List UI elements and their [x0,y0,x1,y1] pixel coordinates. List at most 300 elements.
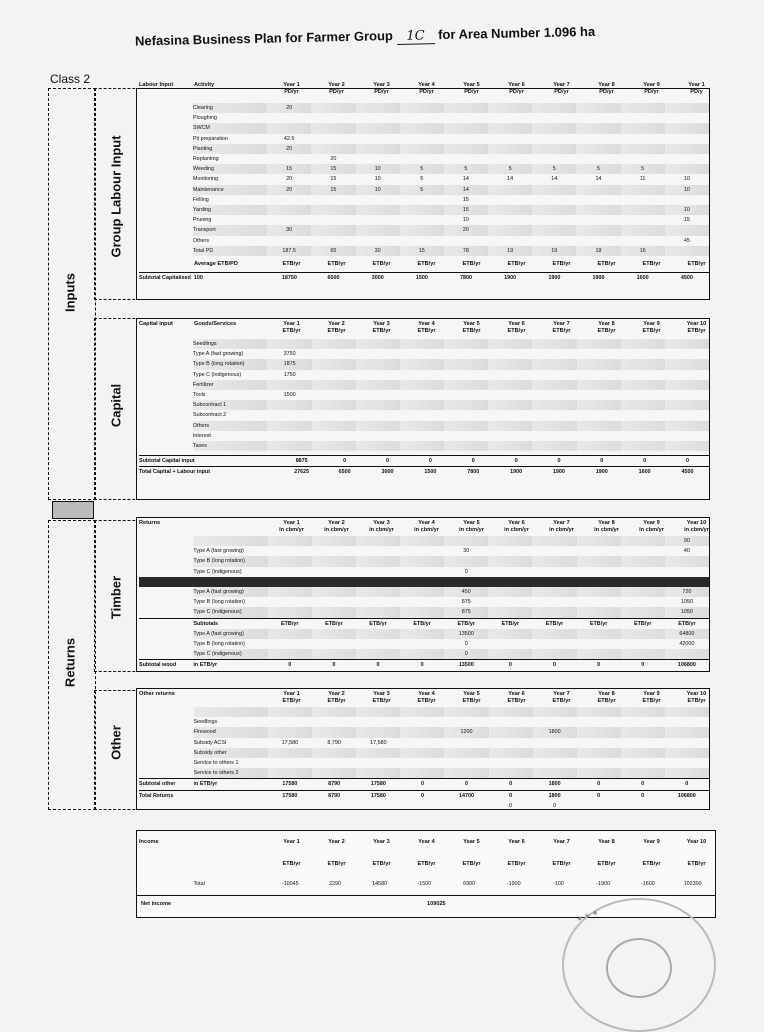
timber-c-cell: Type B (long rotation) [193,641,245,648]
timber-a-cell [139,567,193,577]
labour-cell [665,164,709,174]
capital-year-head: Year 8 ETB/yr [597,321,616,334]
capital-cell [532,410,576,420]
other-cell [139,738,194,748]
labour-year-head: Year 2 PD/yr [328,82,345,95]
other-total-cell: 14700 [444,790,488,801]
labour-cell: 30 [356,246,400,256]
labour-cell [576,205,620,215]
other-total-cell: 0 [489,790,533,801]
labour-cell [488,215,532,225]
capital-cell [488,349,532,359]
timber-dark-cell [400,577,444,587]
labour-cell: Maintenance [193,185,267,195]
other-cell [665,707,709,717]
labour-row [139,236,709,246]
capital-subtotal-cell: 0 [623,456,666,467]
timber-subtotals-cell: ETB/yr [312,618,356,629]
capital-cell [400,349,444,359]
labour-cell [356,195,400,205]
timber-b-cell [488,607,532,618]
other-cell [268,758,312,768]
other-total-cell [194,790,268,801]
capital-cell [665,410,709,420]
capital-cell [444,380,488,390]
other-cell [356,758,400,768]
labour-year-head: Year 1 PD/y [688,82,705,95]
timber-a-cell [621,536,665,546]
capital-cell [532,400,576,410]
labour-etb-unit: ETB/yr [687,261,706,267]
labour-block [136,82,710,300]
other-cell: Seedlings [193,719,218,726]
labour-cell [621,144,665,154]
other-cell [577,738,621,748]
capital-cell [312,400,356,410]
other-total-cell: 0 [400,790,444,801]
labour-cell: 10 [356,164,400,174]
stamp-text: ★ ★ ★ [575,909,600,924]
capital-cell [488,339,532,349]
other-cell [356,717,400,727]
capital-cell [267,339,311,349]
labour-cell [532,215,576,225]
timber-b-cell [268,597,312,607]
title-prefix: Nefasina Business Plan for Farmer Group [134,28,394,49]
capital-cell [267,400,311,410]
labour-subtotal-cell: 7800 [444,273,488,284]
labour-cell [139,144,193,154]
other-cell [400,727,444,737]
timber-c-cell [268,639,312,649]
other-cell [533,738,577,748]
capital-cell [139,421,193,431]
capital-cell [665,431,709,441]
other-cell [444,748,488,758]
group-number: 1C [396,28,434,45]
labour-row [139,103,709,113]
timber-b-cell [312,597,356,607]
other-cell [533,707,577,717]
timber-a-cell [139,536,193,546]
labour-cell: SWCM [193,123,267,133]
other-total-cell: 0 [621,790,665,801]
labour-cell [621,205,665,215]
labour-cell [400,113,444,123]
timber-b-cell [139,587,193,597]
capital-cell [312,390,356,400]
capital-cell [665,390,709,400]
other-cell [489,717,533,727]
timber-subtotal-cell: 13500 [444,660,488,671]
labour-cell [400,134,444,144]
capital-cell [139,380,193,390]
timber-c-cell [139,649,193,660]
labour-cell [532,225,576,235]
labour-cell [267,215,311,225]
labour-cell [576,103,620,113]
income-year-head: Year 5 [463,839,480,845]
other-cell [489,748,533,758]
timber-a-cell [139,556,193,566]
timber-a-cell: Type A (fast growing) [193,548,244,555]
income-unit: ETB/yr [507,861,526,867]
other-cell [533,758,577,768]
capital-cell [312,339,356,349]
other-year-head: Year 7 ETB/yr [552,691,571,704]
other-cell [312,707,356,717]
income-year-head: Year 6 [508,839,525,845]
labour-etb-unit: ETB/yr [552,261,571,267]
timber-a-cell [268,536,312,546]
timber-a-cell: 40 [683,548,690,555]
timber-b-cell: Type C (indigenous) [193,607,267,618]
other-cell [577,727,621,737]
other-subtotal-cell: in ETB/yr [194,779,268,790]
labour-row [139,144,709,154]
other-below-cell [194,801,268,811]
separator-box [52,501,94,519]
capital-total-cell: 1500 [409,467,452,478]
timber-b-cell [488,597,532,607]
labour-cell [444,236,488,246]
labour-cell: Monitoring [192,176,219,183]
labour-row [139,174,709,184]
timber-a-cell [139,546,193,556]
timber-year-head: Year 3 in cbm/yr [369,520,394,533]
income-total-cell: -1900 [506,881,521,887]
other-cell [665,748,709,758]
labour-cell [488,205,532,215]
labour-cell [311,195,355,205]
labour-cell [665,123,709,133]
timber-c-cell [577,649,621,660]
timber-c-cell: 0 [444,649,488,660]
other-cell: 17,580 [370,739,387,746]
labour-cell [532,113,576,123]
timber-subtotal-cell: 0 [312,660,356,671]
timber-col-head-1 [194,520,269,534]
timber-a-cell [577,567,621,577]
labour-cell [665,144,709,154]
income-unit: ETB/yr [327,861,346,867]
timber-subtotals-cell: ETB/yr [268,618,312,629]
capital-cell [621,410,665,420]
capital-cell [577,349,621,359]
timber-c-cell: 0 [464,641,468,648]
timber-c-cell [577,639,621,649]
capital-cell [312,410,356,420]
labour-cell [400,123,444,133]
labour-cell: 5 [532,164,576,174]
other-cell [577,768,621,779]
capital-cell [532,390,576,400]
other-cell [139,717,194,727]
timber-a-cell [577,546,621,556]
labour-cell [311,215,355,225]
labour-cell [488,225,532,235]
labour-subtotal-cell: 3000 [356,273,400,284]
income-year-head: Year 9 [643,839,660,845]
capital-row [139,349,709,359]
capital-cell [400,359,444,369]
labour-cell [576,215,620,225]
other-subtotal-cell: 0 [577,779,621,790]
other-subtotal-cell: 17580 [268,779,312,790]
other-subtotal-cell: 0 [665,779,709,790]
income-unit-label [194,861,269,868]
labour-cell: 15 [683,217,690,224]
timber-c-cell [356,639,400,649]
other-year-head: Year 9 ETB/yr [642,691,661,704]
other-col-head-0: Other returns [139,691,175,697]
capital-cell [532,380,576,390]
capital-cell: 3750 [283,351,296,358]
timber-c-cell [577,629,621,639]
timber-a-cell [356,567,400,577]
timber-a-cell [621,556,665,566]
other-year-head: Year 6 ETB/yr [507,691,526,704]
capital-cell [577,339,621,349]
capital-total-cell: 1900 [495,467,538,478]
timber-subtotal-cell: Subtotal wood [139,660,193,671]
timber-c-cell [312,629,356,639]
labour-cell [665,225,709,235]
labour-subtotal-row [139,273,709,284]
timber-c-cell: 64800 [665,629,709,639]
timber-b-cell [356,587,400,597]
other-row [139,738,709,748]
capital-cell [400,380,444,390]
other-cell [444,738,488,748]
labour-cell [311,236,355,246]
other-cell [400,707,444,717]
labour-cell [139,113,193,123]
capital-subtotal-cell: 0 [538,456,581,467]
timber-a-cell [488,536,532,546]
capital-subtotal-row [139,456,709,467]
other-year-head: Year 2 ETB/yr [327,691,346,704]
timber-b-cell [532,597,576,607]
other-below-cell [139,801,194,811]
labour-cell [356,225,400,235]
timber-b-cell [400,587,444,597]
capital-year-head: Year 4 ETB/yr [417,321,436,334]
other-year-head: Year 3 ETB/yr [372,691,391,704]
other-cell [621,707,665,717]
timber-c-cell [312,649,356,660]
labour-cell: 78 [444,246,488,256]
title-suffix: for Area Number 1.096 ha [437,23,596,43]
income-total-cell: Total [193,881,205,887]
capital-cell [139,431,193,441]
other-cell [489,738,533,748]
labour-cell [356,103,400,113]
other-cell [268,748,312,758]
income-unit: ETB/yr [597,861,616,867]
capital-cell [400,390,444,400]
timber-a-cell [400,556,444,566]
labour-cell: 65 [311,246,355,256]
labour-subtotal-cell: 18750 [267,273,311,284]
other-subtotal-cell: Subtotal other [139,779,194,790]
capital-cell [267,421,311,431]
timber-a-cell [488,546,532,556]
capital-row [139,431,709,441]
timber-b-cell: 720 [665,587,709,597]
capital-label: Capital [108,383,124,428]
labour-cell [356,113,400,123]
labour-col-head-0: Labour Input [139,82,174,88]
capital-cell [665,421,709,431]
other-cell [665,738,709,748]
income-total-cell: -1900 [596,881,611,887]
other-cell [139,748,194,758]
capital-cell [488,441,532,451]
labour-cell [444,154,488,164]
capital-cell [139,359,193,369]
timber-subtotals-cell [139,618,193,629]
timber-c-cell: Type A (fast growing) [193,629,267,639]
capital-cell [621,380,665,390]
capital-total-cell: 3000 [366,467,409,478]
income-unit: ETB/yr [372,861,391,867]
labour-cell: 19 [576,246,620,256]
other-below-cell [621,801,665,811]
labour-cell [267,195,311,205]
capital-cell [488,410,532,420]
timber-a-cell [193,536,267,546]
capital-cell: Fertilizer [193,380,268,390]
other-cell [312,768,356,779]
labour-subtotal-cell: Subtotal Capitalised [139,273,194,284]
other-cell [444,707,488,717]
income-col-head-1 [194,839,269,846]
labour-cell [311,103,355,113]
other-cell [400,758,444,768]
capital-cell: Subcontract 1 [193,400,268,410]
capital-cell [400,370,444,380]
timber-c-cell: 13500 [444,629,488,639]
timber-b-cell [488,587,532,597]
capital-cell [488,390,532,400]
capital-cell [356,390,400,400]
capital-total-cell: 6500 [323,467,366,478]
labour-subtotal-cell: 6500 [311,273,355,284]
timber-c-row [139,649,709,660]
capital-cell [356,410,400,420]
timber-b-cell [356,597,400,607]
labour-cell [356,134,400,144]
capital-row [139,390,709,400]
timber-subtotal-cell: 0 [532,660,576,671]
other-subtotal-cell: 17580 [356,779,400,790]
labour-etb-unit: ETB/yr [282,261,301,267]
labour-cell: 20 [267,144,311,154]
timber-subtotal-cell: 0 [268,660,312,671]
capital-cell [444,359,488,369]
capital-cell [532,431,576,441]
timber-label: Timber [108,575,124,620]
income-total-cell: -1500 [417,881,432,887]
labour-year-head: Year 7 PD/yr [553,82,570,95]
other-cell [400,717,444,727]
timber-c-cell [356,629,400,639]
capital-total-row [139,467,709,478]
capital-cell [139,339,193,349]
labour-row [139,215,709,225]
labour-year-head: Year 8 PD/yr [598,82,615,95]
capital-cell [488,370,532,380]
timber-b-cell: 875 [461,599,471,606]
other-year-head: Year 5 ETB/yr [462,691,481,704]
timber-subtotal-cell: in ETB/yr [193,660,267,671]
other-cell [621,758,665,768]
capital-cell [665,400,709,410]
capital-cell [621,421,665,431]
timber-year-head: Year 5 in cbm/yr [459,520,484,533]
labour-cell [665,134,709,144]
labour-cell [532,144,576,154]
timber-b-cell [577,587,621,597]
timber-b-cell: 1050 [665,607,709,618]
capital-row [139,410,709,420]
other-cell [577,717,621,727]
other-col-head-1 [194,691,269,705]
timber-a-cell [400,536,444,546]
labour-cell [532,236,576,246]
timber-a-cell [312,536,356,546]
timber-c-cell [139,639,193,649]
capital-year-head: Year 7 ETB/yr [552,321,571,334]
other-below-cell [356,801,400,811]
other-cell [356,727,400,737]
capital-cell: Tools [192,392,206,399]
labour-year-head: Year 1 PD/yr [283,82,300,95]
timber-c-cell [488,639,532,649]
other-cell [444,768,488,779]
capital-cell [488,380,532,390]
timber-a-cell [356,556,400,566]
income-unit: ETB/yr [687,861,706,867]
labour-cell [576,185,620,195]
capital-cell [444,349,488,359]
labour-col-head-1: Activity [194,82,215,88]
labour-row [139,185,709,195]
capital-cell: 1750 [283,371,296,378]
labour-cell [356,205,400,215]
capital-cell [139,441,193,451]
capital-cell [267,410,311,420]
capital-cell [665,441,709,451]
labour-cell [576,236,620,246]
other-year-head: Year 1 ETB/yr [282,691,301,704]
labour-cell [488,185,532,195]
timber-a-cell [532,567,576,577]
capital-cell: Subcontract 2 [192,412,227,419]
labour-cell: 16 [621,246,665,256]
labour-cell: 11 [639,176,646,183]
capital-cell [621,441,665,451]
other-year-head: Year 8 ETB/yr [597,691,616,704]
other-below-cell [665,801,709,811]
timber-dark-cell [268,577,312,587]
timber-b-cell [139,597,193,607]
labour-cell [621,103,665,113]
capital-cell [577,359,621,369]
labour-cell [356,154,400,164]
timber-b-cell: 1050 [680,599,693,606]
